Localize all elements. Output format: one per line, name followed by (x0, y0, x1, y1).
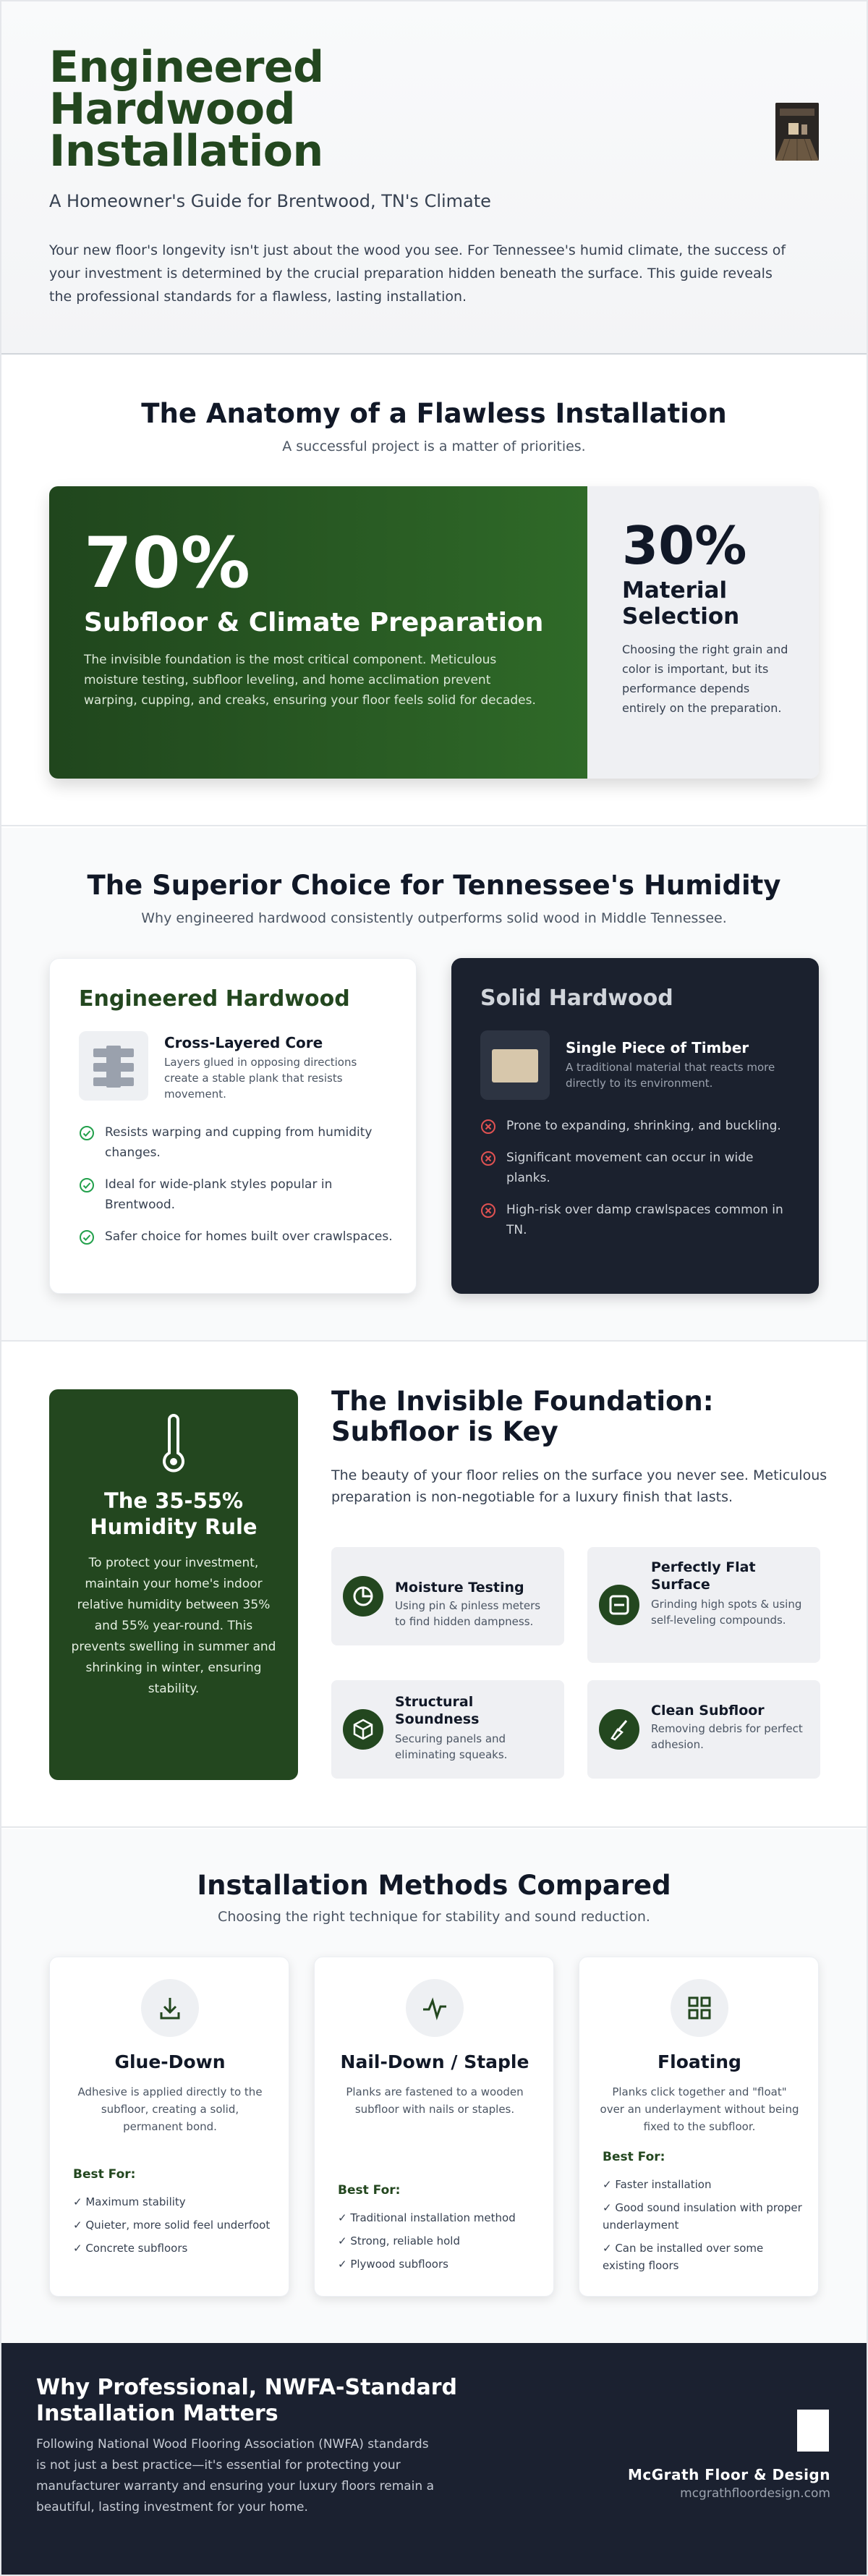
check-circle-icon (79, 1229, 95, 1245)
list-item (480, 1148, 799, 1188)
anatomy-title: The Anatomy of a Flawless Installation (141, 398, 727, 429)
thermometer-icon (155, 1414, 192, 1475)
best-for-list (338, 2209, 540, 2279)
nail-down-card (314, 1957, 554, 2297)
page-subtitle: A Homeowner's Guide for Brentwood, TN's Climate (49, 191, 491, 211)
tile-desc: Grinding high spots & using self-leveling compounds. (651, 1598, 802, 1627)
flat-surface-tile (587, 1547, 820, 1663)
method-title: Glue-Down (114, 2051, 226, 2072)
tile-title: Structural Soundness (395, 1694, 480, 1727)
material-priority-panel (587, 486, 819, 779)
solid-feature-desc: A traditional material that reacts more directly to its environment. (566, 1061, 775, 1090)
grid-squares-icon (671, 1979, 728, 2037)
engineered-card-title: Engineered Hardwood (79, 986, 350, 1012)
anatomy-section (1, 356, 867, 826)
solid-feature-heading: Single Piece of Timber (566, 1039, 749, 1056)
risk-text: High-risk over damp crawlspaces common in TN. (506, 1203, 783, 1237)
list-item (79, 1122, 397, 1163)
humidity-rule-card (49, 1389, 298, 1780)
list-item: ✓ Faster installation (603, 2178, 712, 2191)
method-desc: Planks are fastened to a wooden subfloor with nails or staples. (346, 2085, 524, 2116)
x-circle-icon (480, 1203, 496, 1219)
broom-icon (599, 1709, 639, 1750)
subfloor-label: Subfloor & Climate Preparation (84, 608, 544, 637)
tile-title: Perfectly Flat Surface (651, 1559, 756, 1593)
cube-icon (343, 1709, 383, 1750)
footer-title: Why Professional, NWFA-Standard Installation Matters (36, 2375, 458, 2426)
brand-logo-icon (797, 2410, 829, 2452)
x-circle-icon (480, 1119, 496, 1135)
anatomy-subtitle: A successful project is a matter of priorities. (282, 438, 586, 454)
best-for-list (73, 2193, 276, 2263)
subfloor-body: The beauty of your floor relies on the surface you never see. Meticulous preparation is non-negotiable for a luxury finish that lasts. (331, 1467, 827, 1505)
list-item: ✓ Traditional installation method (338, 2211, 516, 2224)
material-description: Choosing the right grain and color is important, but its performance depends entirely on the preparation. (622, 643, 788, 715)
glue-down-card (49, 1957, 289, 2297)
comparison-subtitle: Why engineered hardwood consistently outperforms solid wood in Middle Tennessee. (141, 910, 727, 926)
method-title: Nail-Down / Staple (340, 2051, 529, 2072)
flooring-photo-thumbnail (775, 103, 819, 161)
list-item (480, 1200, 799, 1240)
comparison-title: The Superior Choice for Tennessee's Humidity (87, 870, 781, 901)
footer (1, 2343, 867, 2575)
list-item: ✓ Can be installed over some existing floors (603, 2242, 764, 2272)
page-title: Engineered Hardwood Installation (49, 42, 324, 177)
list-item: ✓ Quieter, more solid feel underfoot (73, 2219, 271, 2232)
gauge-icon (343, 1576, 383, 1617)
comparison-section (1, 828, 867, 1342)
priority-split-card (49, 486, 819, 779)
humidity-rule-title: The 35-55% Humidity Rule (90, 1488, 258, 1539)
subfloor-description: The invisible foundation is the most critical component. Meticulous moisture testing, subfloor leveling, and home acclimation prevent warping, cupping, and creaks, ensuring your floor feels solid for decades. (84, 653, 536, 708)
list-item (79, 1174, 397, 1215)
list-item: ✓ Maximum stability (73, 2195, 186, 2208)
solid-risks-list (480, 1116, 799, 1252)
engineered-feature-desc: Layers glued in opposing directions create a stable plank that resists movement. (164, 1056, 357, 1101)
intro-paragraph: Your new floor's longevity isn't just about the wood you see. For Tennessee's humid climate, the success of your investment is determined by the crucial preparation hidden beneath the surface. This guide reveals the professional standards for a flawless, lasting installation. (49, 242, 786, 305)
clean-subfloor-tile (587, 1680, 820, 1779)
best-for-label: Best For: (338, 2183, 401, 2198)
risk-text: Prone to expanding, shrinking, and buckling. (506, 1119, 781, 1133)
floating-card (579, 1957, 819, 2297)
subfloor-priority-panel (49, 486, 587, 779)
benefit-text: Ideal for wide-plank styles popular in Brentwood. (105, 1177, 333, 1212)
tile-title: Moisture Testing (395, 1580, 524, 1596)
timber-block-icon (480, 1030, 550, 1100)
engineered-feature-heading: Cross-Layered Core (164, 1034, 323, 1051)
tile-desc: Removing debris for perfect adhesion. (651, 1722, 803, 1751)
method-desc: Adhesive is applied directly to the subfloor, creating a solid, permanent bond. (77, 2085, 263, 2133)
material-percent: 30% (622, 515, 747, 576)
level-icon (599, 1585, 639, 1625)
methods-title: Installation Methods Compared (197, 1870, 671, 1901)
list-item: ✓ Plywood subfloors (338, 2258, 448, 2271)
structural-soundness-tile (331, 1680, 564, 1779)
moisture-testing-tile (331, 1547, 564, 1645)
methods-section (1, 1829, 867, 2343)
layered-core-icon (79, 1031, 148, 1101)
method-title: Floating (658, 2051, 741, 2072)
best-for-list (603, 2176, 805, 2280)
best-for-label: Best For: (603, 2150, 665, 2164)
infographic-page (1, 1, 867, 2575)
list-item: ✓ Strong, reliable hold (338, 2234, 460, 2247)
brand-name: McGrath Floor & Design (627, 2466, 830, 2483)
method-desc: Planks click together and "float" over an underlayment without being fixed to the subfloor. (600, 2085, 799, 2133)
engineered-benefits-list (79, 1122, 397, 1258)
solid-card-title: Solid Hardwood (480, 986, 673, 1011)
tile-desc: Securing panels and eliminating squeaks. (395, 1732, 508, 1761)
methods-subtitle: Choosing the right technique for stability and sound reduction. (218, 1909, 650, 1925)
brand-website-link[interactable]: mcgrathfloordesign.com (680, 2486, 830, 2501)
tile-desc: Using pin & pinless meters to find hidden dampness. (395, 1599, 541, 1628)
check-circle-icon (79, 1125, 95, 1141)
material-label: Material Selection (622, 577, 740, 630)
hero-section (1, 1, 867, 355)
subfloor-section (1, 1343, 867, 1828)
list-item: ✓ Concrete subfloors (73, 2242, 188, 2255)
check-circle-icon (79, 1177, 95, 1193)
download-tray-icon (141, 1979, 199, 2037)
list-item: ✓ Good sound insulation with proper underlayment (603, 2201, 802, 2232)
list-item (480, 1116, 799, 1136)
benefit-text: Safer choice for homes built over crawlspaces. (105, 1229, 393, 1244)
solid-hardwood-card (451, 958, 819, 1294)
x-circle-icon (480, 1151, 496, 1166)
tile-title: Clean Subfloor (651, 1703, 765, 1719)
benefit-text: Resists warping and cupping from humidity changes. (105, 1125, 373, 1160)
engineered-hardwood-card (49, 958, 417, 1294)
best-for-label: Best For: (73, 2167, 136, 2182)
footer-body: Following National Wood Flooring Association (NWFA) standards is not just a best practice—it's essential for protecting your manufacturer warranty and ensuring your luxury floors remain a beautiful, lasting investment for your home. (36, 2437, 434, 2514)
pulse-line-icon (406, 1979, 464, 2037)
list-item (79, 1226, 397, 1247)
subfloor-title: The Invisible Foundation: Subfloor is Key (331, 1386, 714, 1447)
risk-text: Significant movement can occur in wide planks. (506, 1151, 754, 1185)
subfloor-percent: 70% (84, 522, 250, 603)
humidity-rule-desc: To protect your investment, maintain your home's indoor relative humidity between 35% and 55% year-round. This prevents swelling in summer and shrinking in winter, ensuring stability. (71, 1556, 276, 1696)
